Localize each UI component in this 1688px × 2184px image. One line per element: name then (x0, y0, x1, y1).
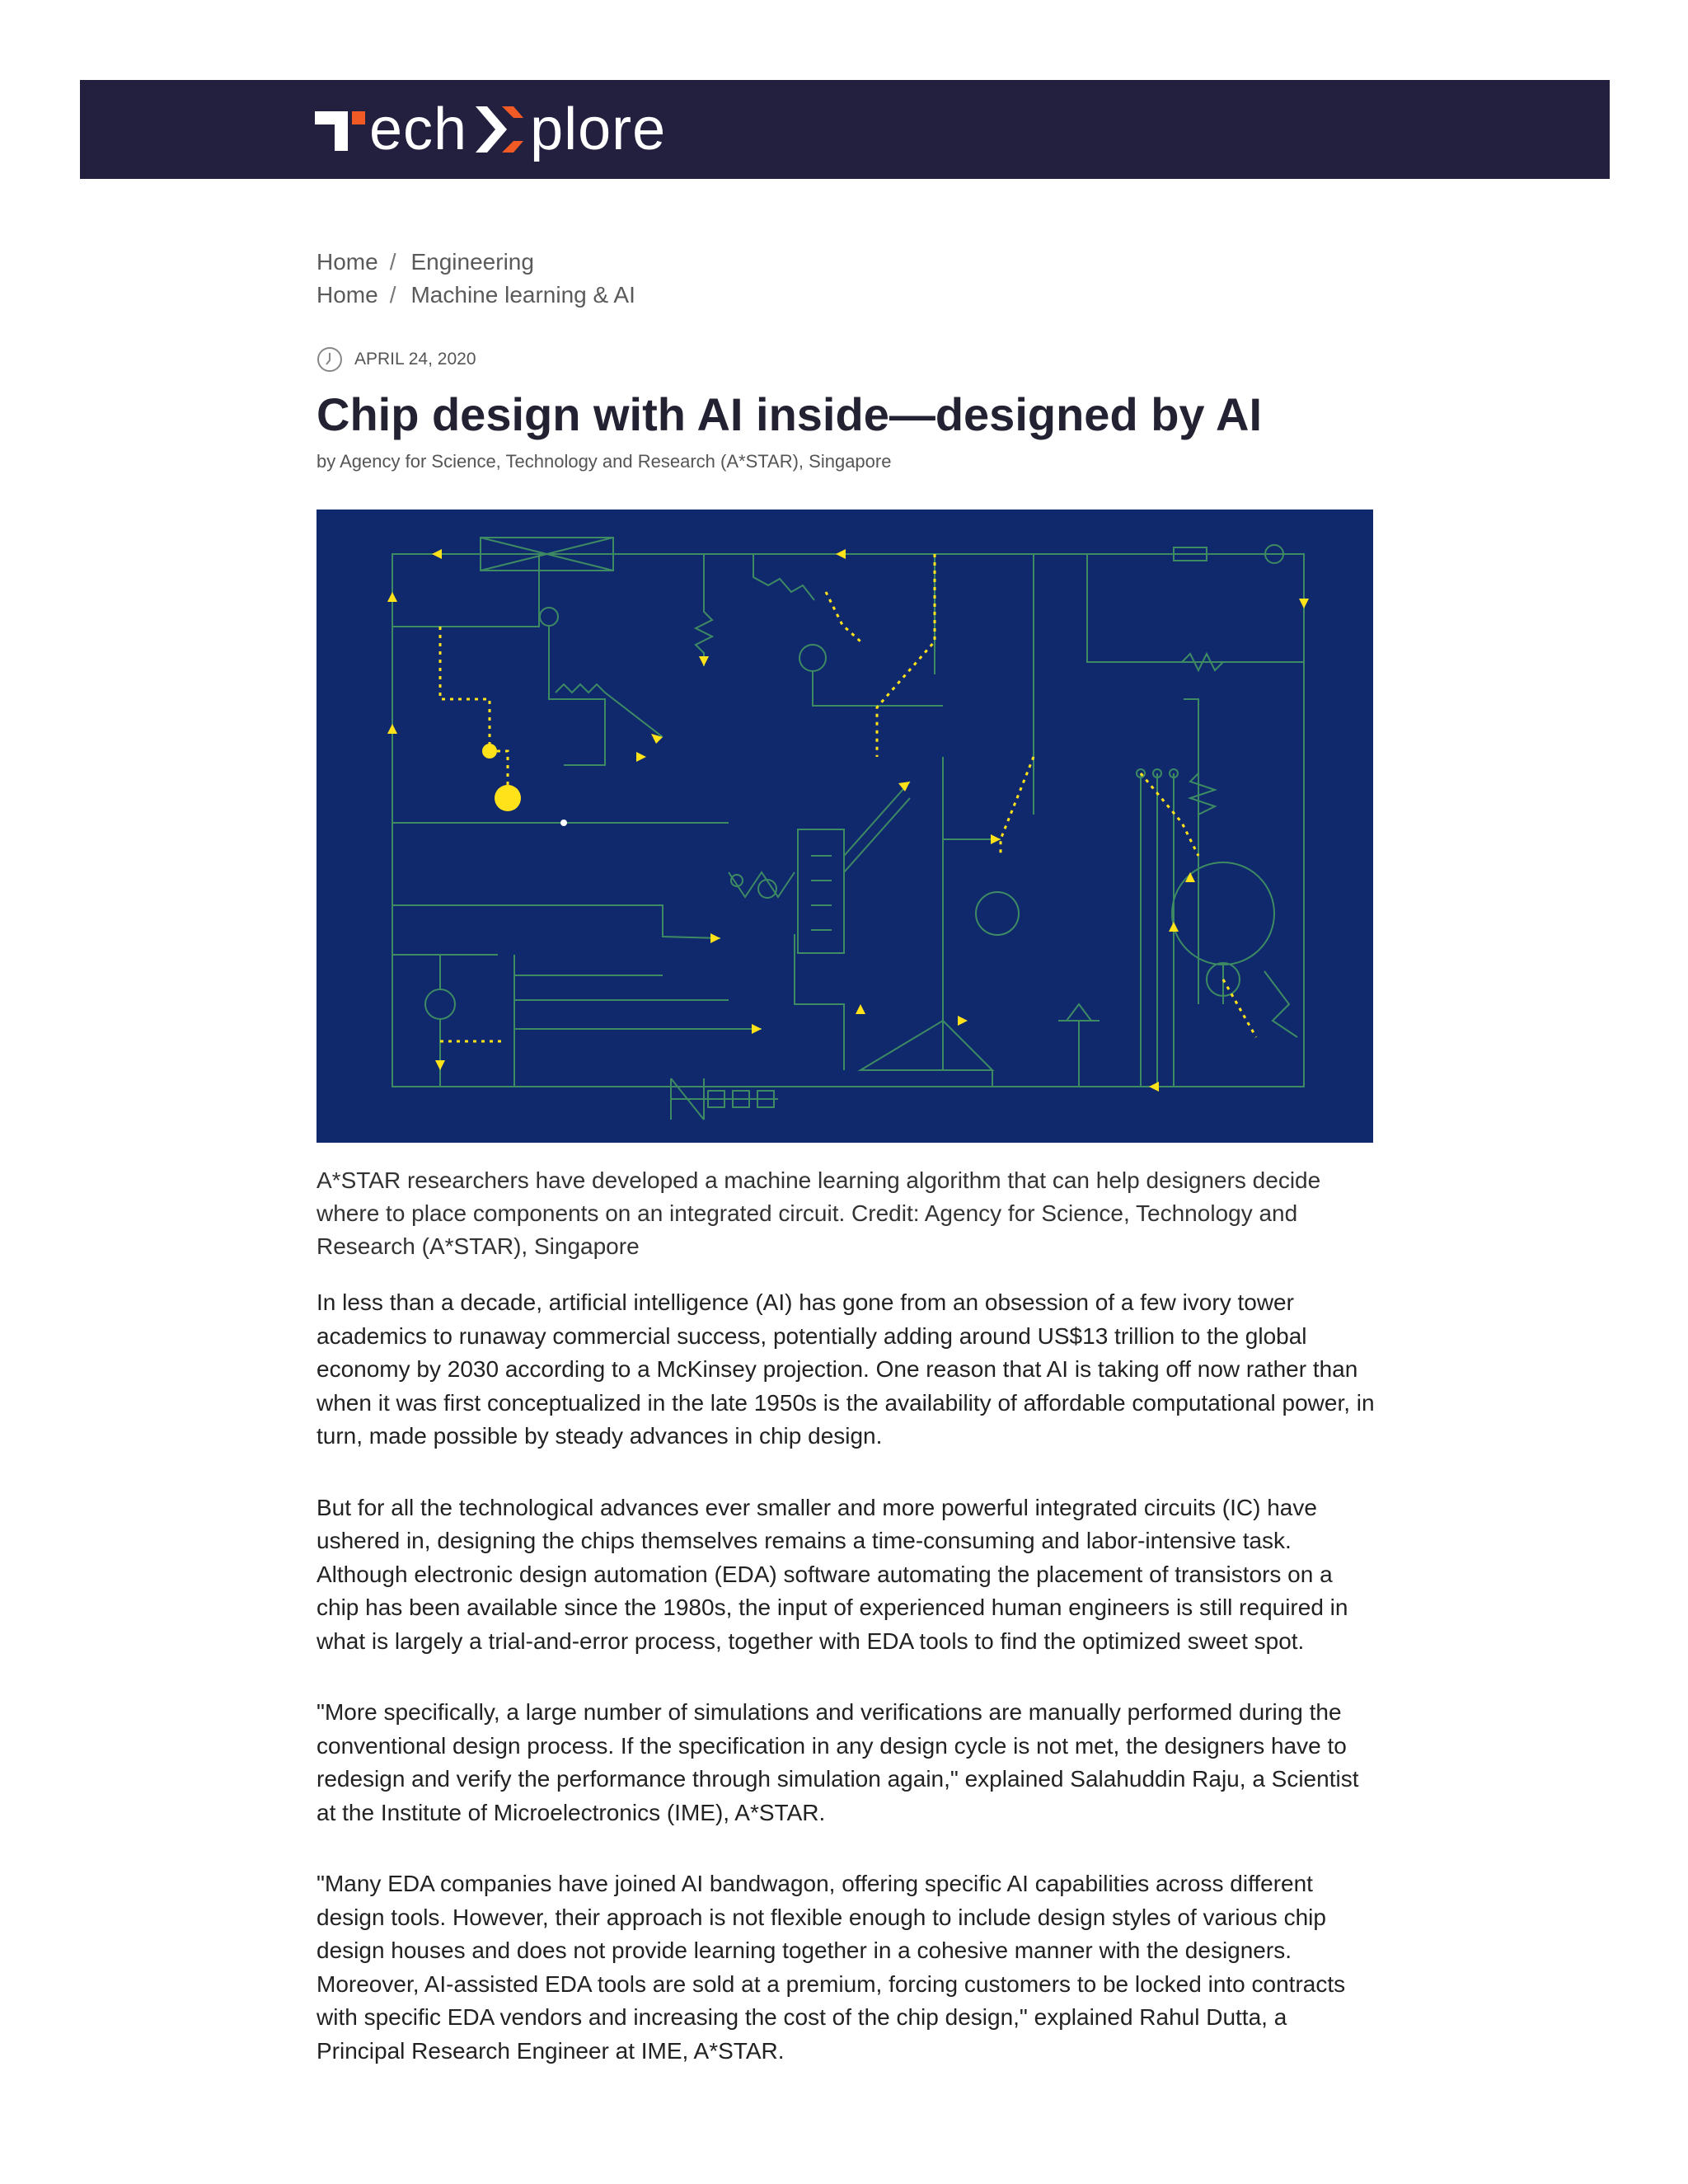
article-paragraph: In less than a decade, artificial intelligence (AI) has gone from an obsession of a few ivory tower academics to runaway commercial success, potentially adding around US$13 trillion to the global economy by 2030 according to a McKinsey projection. One reason that AI is taking off now rather than when it was first conceptualized in the late 1950s is the availability of affordable computational power, in turn, made possible by steady advances in chip design. (316, 1289, 1375, 1449)
article-paragraph: But for all the technological advances ever smaller and more powerful integrated circuits (IC) have ushered in, designing the chips themselves remains a time-consuming and labor-intensive task. Although electronic design automation (EDA) software automating the placement of transistors on a chip has been available since the 1980s, the input of experienced human engineers is still required in what is largely a trial-and-error process, together with EDA tools to find the optimized sweet spot. (316, 1494, 1348, 1654)
techxplore-logo[interactable] (315, 80, 666, 179)
site-header (80, 80, 1610, 179)
logo-text (369, 96, 667, 162)
logo-text-after: plore (530, 96, 667, 162)
logo-x-mark-icon (471, 101, 527, 157)
article-date-text: APRIL 24, 2020 (354, 350, 476, 369)
article-paragraph: "More specifically, a large number of simulations and verifications are manually performed during the conventional design process. If the specification in any design cycle is not met, the designers have to redesign and verify the performance through simulation again," explained Salahuddin Raju, a Scientist at the Institute of Microelectronics (IME), A*STAR. (316, 1699, 1359, 1825)
breadcrumb-engineering (316, 246, 635, 279)
article-paragraph: "Many EDA companies have joined AI bandwagon, offering specific AI capabilities across different design tools. However, their approach is not flexible enough to include design styles of various chip design houses and does not provide learning together in a cohesive manner with the designers. Moreover, AI-assisted EDA tools are sold at a premium, forcing customers to be locked into contracts with specific EDA vendors and increasing the cost of the chip design," explained Rahul Dutta, a Principal Research Engineer at IME, A*STAR. (316, 1871, 1346, 2064)
logo-text-before: ech (369, 96, 468, 162)
clock-icon (316, 346, 343, 373)
circuit-diagram-illustration (316, 510, 1373, 1143)
breadcrumb-separator: / (389, 282, 396, 308)
article-title: Chip design with AI inside—designed by AI (316, 388, 1263, 440)
breadcrumb-home-link[interactable]: Home (316, 249, 378, 275)
breadcrumb-separator: / (389, 249, 396, 275)
article-body (316, 1286, 1380, 2106)
breadcrumb-home-link[interactable]: Home (316, 282, 378, 308)
logo-t-mark-icon (315, 105, 364, 154)
article-image[interactable] (316, 510, 1373, 1143)
article-byline: by Agency for Science, Technology and Research (A*STAR), Singapore (316, 451, 892, 472)
article-date (316, 346, 476, 373)
breadcrumb (316, 246, 635, 312)
breadcrumb-machine-learning (316, 279, 635, 312)
breadcrumb-section-link[interactable]: Machine learning & AI (410, 282, 635, 308)
breadcrumb-section-link[interactable]: Engineering (410, 249, 534, 275)
image-caption: A*STAR researchers have developed a machine learning algorithm that can help designers decide where to place components on an integrated circuit. Credit: Agency for Science, Technology and Research (A*STAR), Singapore (316, 1167, 1321, 1259)
